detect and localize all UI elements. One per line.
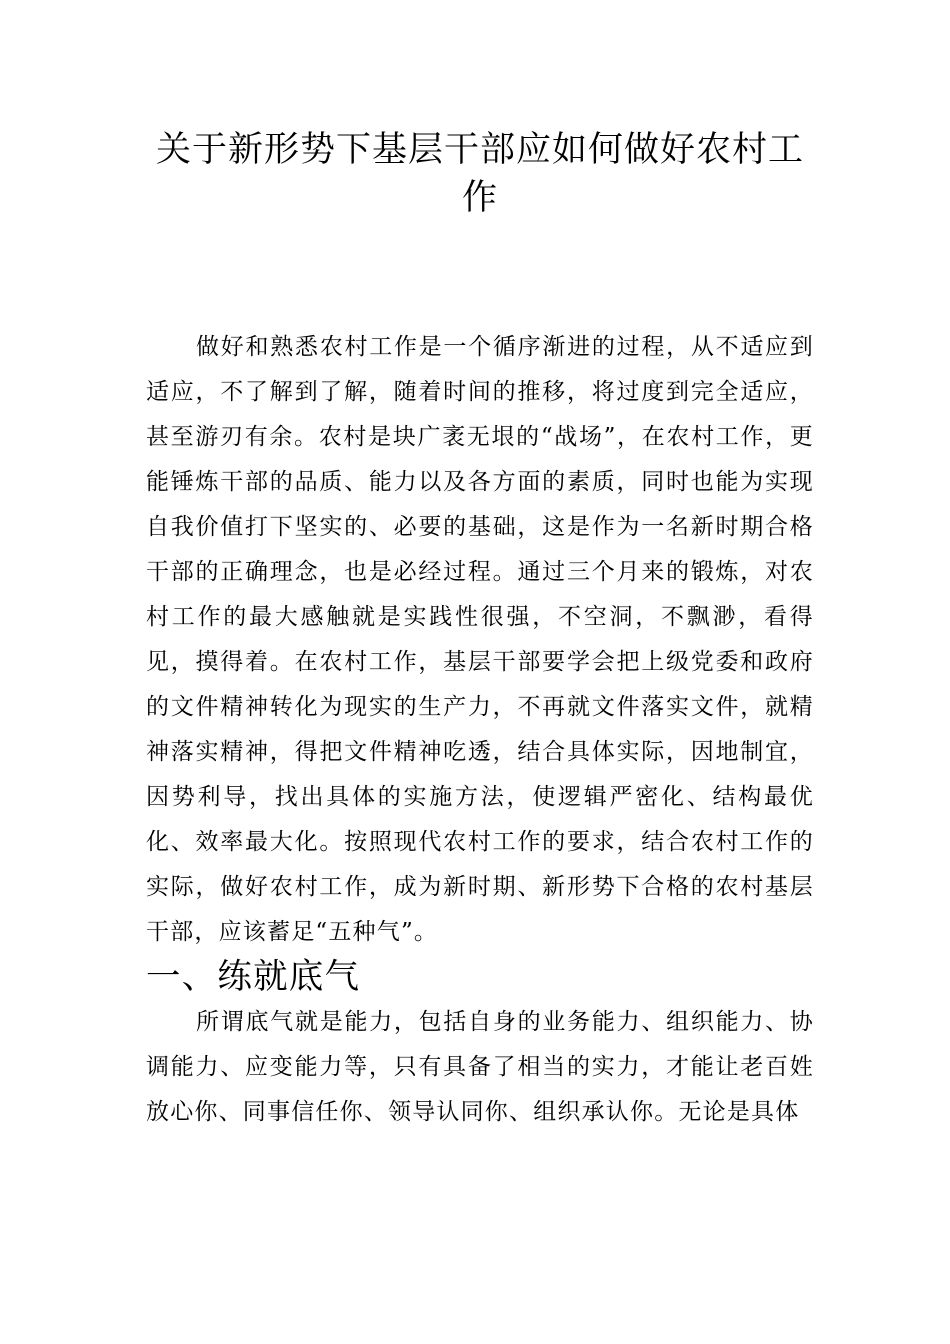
title-line-1: 关于新形势下基层干部应如何做好农村工 <box>155 130 804 170</box>
document-body <box>146 325 814 1135</box>
intro-paragraph: 做好和熟悉农村工作是一个循序渐进的过程，从不适应到适应，不了解到了解，随着时间的推移，将过度到完全适应，甚至游刃有余。农村是块广袤无垠的“战场”，在农村工作，更能锤炼干部的品质、能力以及各方面的素质，同时也能为实现自我价值打下坚实的、必要的基础，这是作为一名新时期合格干部的正确理念，也是必经过程。通过三个月来的锻炼，对农村工作的最大感触就是实践性很强，不空洞，不飘渺，看得见，摸得着。在农村工作，基层干部要学会把上级党委和政府的文件精神转化为现实的生产力，不再就文件落实文件，就精神落实精神，得把文件精神吃透，结合具体实际，因地制宜，因势利导，找出具体的实施方法，使逻辑严密化、结构最优化、效率最大化。按照现代农村工作的要求，结合农村工作的实际，做好农村工作，成为新时期、新形势下合格的农村基层干部，应该蓄足“五种气”。 <box>146 334 814 945</box>
document-title <box>140 126 820 222</box>
section-1-paragraph: 所谓底气就是能力，包括自身的业务能力、组织能力、协调能力、应变能力等，只有具备了相当的实力，才能让老百姓放心你、同事信任你、领导认同你、组织承认你。无论是具体 <box>146 1009 814 1125</box>
title-line-2: 作 <box>461 178 498 218</box>
section-heading-1: 一、练就底气 <box>146 957 361 997</box>
